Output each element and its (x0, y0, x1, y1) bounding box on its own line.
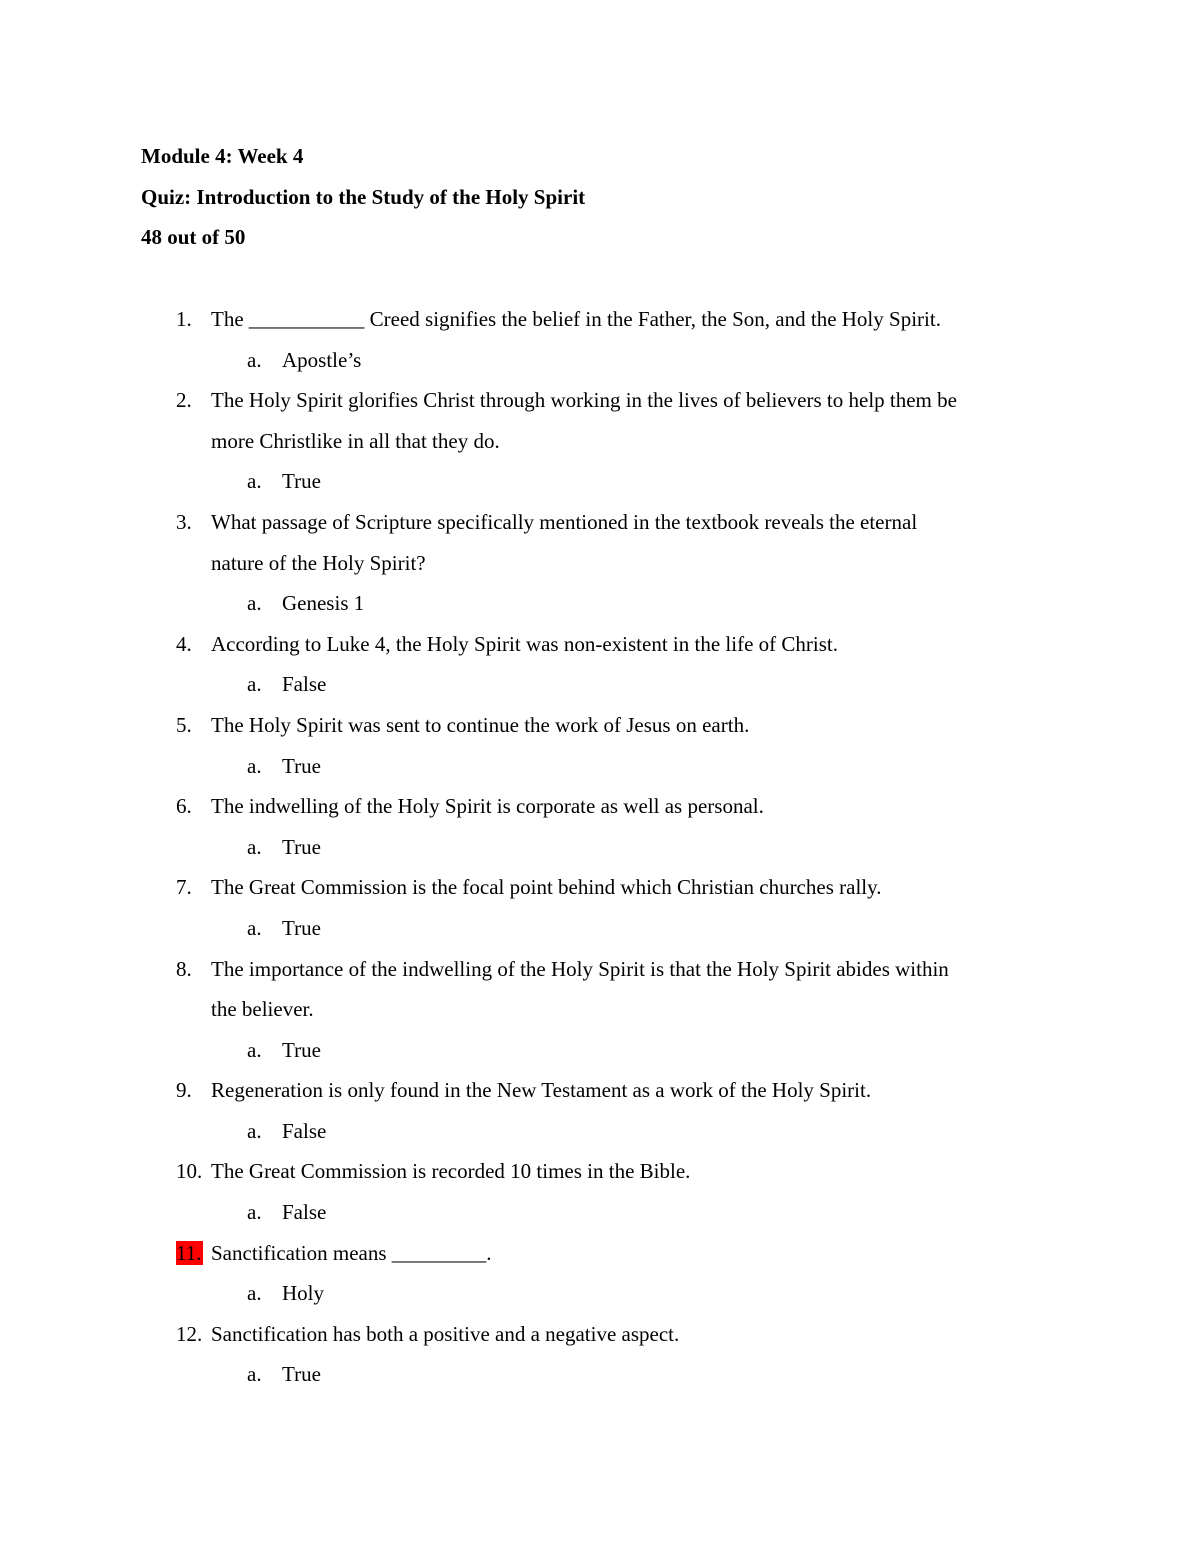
question-number-label: 8. (176, 956, 192, 981)
question-text-line: The Great Commission is the focal point behind which Christian churches rally. (211, 875, 882, 900)
answer-letter: a. (247, 469, 262, 494)
question-item (141, 792, 1061, 873)
question-number (176, 955, 212, 983)
question-text (211, 873, 1061, 914)
question-item (141, 508, 1061, 630)
question-text-line: The importance of the indwelling of the Holy Spirit is that the Holy Spirit abides within (211, 956, 949, 981)
question-text (211, 305, 1061, 346)
answer-row (141, 1036, 1061, 1077)
question-text (211, 630, 1061, 671)
question-text-line: more Christlike in all that they do. (211, 428, 500, 453)
answer-text: True (282, 834, 321, 859)
answer-text: True (282, 469, 321, 494)
question-item (141, 1320, 1061, 1401)
question-text-line: the believer. (211, 997, 314, 1022)
question-number-label: 4. (176, 631, 192, 656)
answer-row (141, 752, 1061, 793)
question-item (141, 630, 1061, 711)
answer-letter: a. (247, 347, 262, 372)
question-number-label: 12. (176, 1321, 203, 1346)
answer-row (141, 1198, 1061, 1239)
answer-letter: a. (247, 1281, 262, 1306)
question-number (176, 711, 212, 739)
question-text (211, 792, 1061, 833)
question-number-label: 11. (176, 1240, 202, 1265)
question-number-label: 5. (176, 712, 192, 737)
question-text-line: Sanctification means _________. (211, 1240, 492, 1265)
answer-text: True (282, 1362, 321, 1387)
question-number (176, 508, 212, 536)
question-list (141, 305, 1061, 1401)
question-text (211, 1157, 1061, 1198)
question-text-line: What passage of Scripture specifically mentioned in the textbook reveals the eternal (211, 509, 918, 534)
question-number-label: 3. (176, 509, 192, 534)
question-text-line: Regeneration is only found in the New Testament as a work of the Holy Spirit. (211, 1078, 872, 1103)
answer-row (141, 833, 1061, 874)
question-text (211, 1320, 1061, 1361)
quiz-title: Quiz: Introduction to the Study of the Holy Spirit (141, 184, 586, 209)
document-header (141, 142, 1061, 264)
question-number-label: 2. (176, 388, 192, 413)
answer-text: True (282, 915, 321, 940)
question-text (211, 955, 1061, 1036)
answer-text: False (282, 1118, 327, 1143)
question-item (141, 386, 1061, 508)
answer-row (141, 467, 1061, 508)
answer-row (141, 1360, 1061, 1401)
question-number (176, 1076, 212, 1104)
question-item (141, 1076, 1061, 1157)
answer-letter: a. (247, 1037, 262, 1062)
question-number (176, 1320, 212, 1348)
question-number-label: 10. (176, 1159, 203, 1184)
answer-letter: a. (247, 1200, 262, 1225)
answer-row (141, 346, 1061, 387)
answer-row (141, 1117, 1061, 1158)
question-text-line: The indwelling of the Holy Spirit is corporate as well as personal. (211, 794, 764, 819)
question-number-label: 1. (176, 307, 192, 331)
question-item (141, 955, 1061, 1077)
answer-row (141, 670, 1061, 711)
answer-text: True (282, 1037, 321, 1062)
question-number-label: 6. (176, 794, 192, 819)
question-number (176, 386, 212, 414)
answer-row (141, 914, 1061, 955)
question-number (176, 792, 212, 820)
answer-row (141, 1279, 1061, 1320)
question-text (211, 711, 1061, 752)
answer-text: Apostle’s (282, 347, 362, 372)
answer-letter: a. (247, 834, 262, 859)
question-item (141, 711, 1061, 792)
question-text-line: Sanctification has both a positive and a negative aspect. (211, 1321, 680, 1346)
answer-letter: a. (247, 1362, 262, 1387)
answer-text: True (282, 753, 321, 778)
question-text-line: The ___________ Creed signifies the belief in the Father, the Son, and the Holy Spirit. (211, 307, 941, 331)
question-item (141, 873, 1061, 954)
question-text-line: The Great Commission is recorded 10 times in the Bible. (211, 1159, 691, 1184)
answer-letter: a. (247, 915, 262, 940)
question-number (176, 630, 212, 658)
answer-letter: a. (247, 591, 262, 616)
question-text (211, 386, 1061, 467)
answer-text: Holy (282, 1281, 324, 1306)
question-number-label: 9. (176, 1078, 192, 1103)
question-item (141, 1157, 1061, 1238)
question-number (176, 305, 212, 333)
answer-row (141, 589, 1061, 630)
question-text (211, 1076, 1061, 1117)
answer-text: Genesis 1 (282, 591, 365, 616)
question-text-line: The Holy Spirit was sent to continue the work of Jesus on earth. (211, 712, 750, 737)
module-title: Module 4: Week 4 (141, 144, 304, 168)
question-text-line: According to Luke 4, the Holy Spirit was non-existent in the life of Christ. (211, 631, 838, 656)
answer-letter: a. (247, 1118, 262, 1143)
question-number (176, 873, 212, 901)
question-item (141, 305, 1061, 386)
answer-text: False (282, 1200, 327, 1225)
question-text (211, 1239, 1061, 1280)
question-number (176, 1239, 212, 1267)
question-number (176, 1157, 212, 1185)
question-text-line: nature of the Holy Spirit? (211, 550, 426, 575)
quiz-score: 48 out of 50 (141, 225, 246, 249)
question-item (141, 1239, 1061, 1320)
question-text (211, 508, 1061, 589)
answer-letter: a. (247, 672, 262, 697)
question-number-label: 7. (176, 875, 192, 900)
answer-text: False (282, 672, 327, 697)
answer-letter: a. (247, 753, 262, 778)
question-text-line: The Holy Spirit glorifies Christ through working in the lives of believers to help them be (211, 388, 957, 413)
